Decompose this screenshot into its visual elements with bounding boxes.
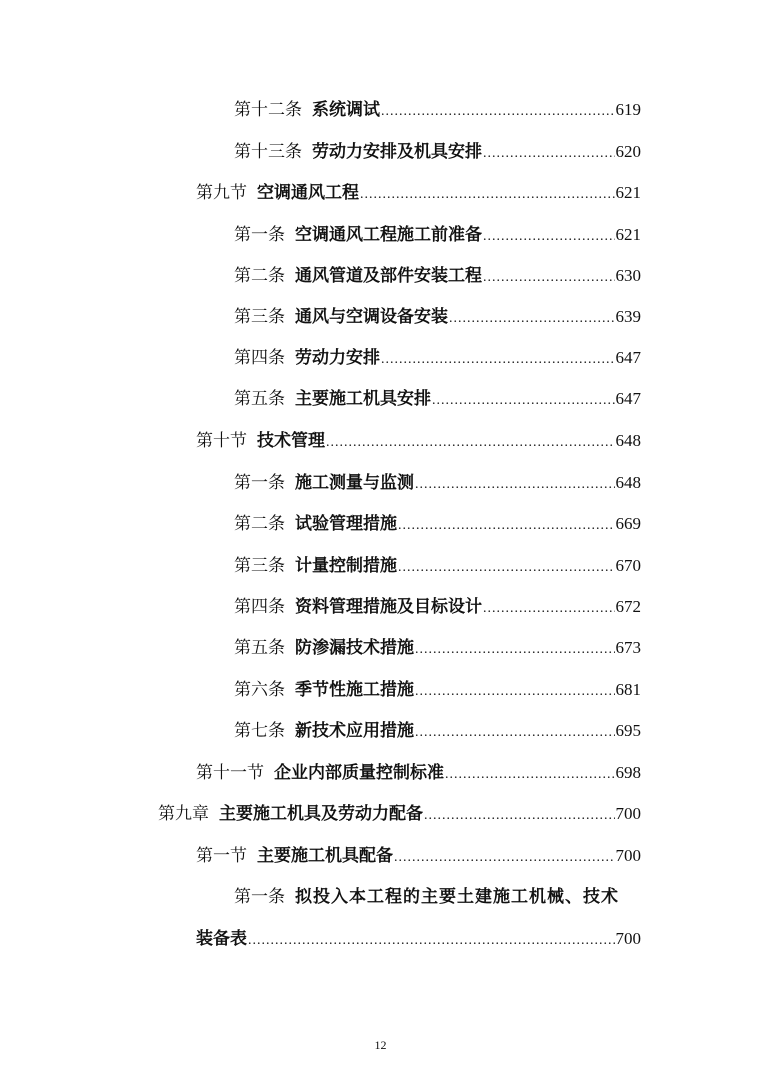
toc-entry-page: 700	[615, 929, 641, 948]
dot-leader	[415, 677, 615, 707]
toc-entry-page: 695	[615, 721, 641, 740]
toc-entry-page: 670	[615, 556, 641, 575]
dot-leader	[381, 345, 615, 375]
toc-entry-label: 第一条	[234, 225, 285, 245]
toc-entry[interactable]	[196, 758, 641, 788]
toc-entry-label: 第四条	[234, 348, 285, 368]
toc-entry-title: 新技术应用措施	[295, 721, 414, 741]
toc-entry-label: 第六条	[234, 680, 285, 700]
toc-entry-label: 第一条	[234, 887, 285, 907]
toc-entry[interactable]	[234, 716, 641, 746]
toc-entry[interactable]	[234, 675, 641, 705]
toc-entry-page: 672	[615, 597, 641, 616]
toc-entry-label: 第九章	[158, 804, 209, 824]
toc-entry-title: 主要施工机具及劳动力配备	[219, 804, 423, 824]
dot-leader	[424, 801, 615, 831]
dot-leader	[415, 470, 615, 500]
dot-leader	[483, 139, 615, 169]
toc-entry-label: 第二条	[234, 514, 285, 534]
toc-entry-label: 第十二条	[234, 100, 302, 120]
toc-entry-title: 防渗漏技术措施	[295, 638, 414, 658]
toc-entry-title: 空调通风工程	[257, 183, 359, 203]
toc-entry-title: 劳动力安排	[295, 348, 380, 368]
toc-entry-label: 第十一节	[196, 763, 264, 783]
toc-entry[interactable]	[234, 95, 641, 125]
toc-entry-label: 第一节	[196, 846, 247, 866]
toc-entry-title: 系统调试	[312, 100, 380, 120]
toc-entry[interactable]	[158, 799, 641, 829]
toc-entry-page: 620	[615, 142, 641, 161]
dot-leader	[248, 926, 615, 956]
dot-leader	[398, 511, 615, 541]
toc-entry-title: 计量控制措施	[295, 556, 397, 576]
dot-leader	[360, 180, 615, 210]
dot-leader	[483, 222, 615, 252]
dot-leader	[483, 594, 615, 624]
toc-entry-label: 第十三条	[234, 142, 302, 162]
toc-entry-title: 施工测量与监测	[295, 473, 414, 493]
toc-entry[interactable]	[196, 426, 641, 456]
toc-entry-label: 第三条	[234, 307, 285, 327]
toc-entry[interactable]	[196, 841, 641, 871]
toc-entry-label: 第二条	[234, 266, 285, 286]
dot-leader	[381, 97, 615, 127]
toc-entry[interactable]	[234, 551, 641, 581]
dot-leader	[415, 718, 615, 748]
dot-leader	[415, 635, 615, 665]
toc-entry-title: 企业内部质量控制标准	[274, 763, 444, 783]
toc-entry[interactable]	[234, 302, 641, 332]
toc-entry-page: 647	[615, 348, 641, 367]
toc-entry[interactable]	[234, 633, 641, 663]
toc-entry-title: 劳动力安排及机具安排	[312, 142, 482, 162]
toc-entry-label: 第四条	[234, 597, 285, 617]
page-number: 12	[374, 1038, 387, 1052]
dot-leader	[432, 386, 615, 416]
toc-entry-title: 通风管道及部件安装工程	[295, 266, 482, 286]
dot-leader	[483, 263, 615, 293]
toc-entry-title: 主要施工机具配备	[257, 846, 393, 866]
toc-entry-label: 第五条	[234, 389, 285, 409]
dot-leader	[445, 760, 615, 790]
toc-entry-title: 通风与空调设备安装	[295, 307, 448, 327]
toc-entry[interactable]	[234, 468, 641, 498]
toc-entry[interactable]	[234, 137, 641, 167]
toc-entry-continuation[interactable]	[196, 924, 641, 954]
toc-entry-title: 试验管理措施	[295, 514, 397, 534]
toc-entry-page: 669	[615, 514, 641, 533]
toc-entry-label: 第三条	[234, 556, 285, 576]
toc-entry-page: 681	[615, 680, 641, 699]
toc-entry-title: 主要施工机具安排	[295, 389, 431, 409]
toc-entry-page: 648	[615, 431, 641, 450]
toc-entry-page: 621	[615, 225, 641, 244]
toc-entry-label: 第七条	[234, 721, 285, 741]
toc-entry-title: 拟投入本工程的主要土建施工机械、技术	[295, 887, 619, 907]
dot-leader	[326, 428, 615, 458]
toc-entry-title: 资料管理措施及目标设计	[295, 597, 482, 617]
toc-entry-label: 第五条	[234, 638, 285, 658]
dot-leader	[449, 304, 615, 334]
toc-entry[interactable]	[234, 343, 641, 373]
toc-entry-label: 第十节	[196, 431, 247, 451]
toc-entry-page: 700	[615, 804, 641, 823]
toc-entry-title: 装备表	[196, 929, 247, 949]
toc-entry-page: 619	[615, 100, 641, 119]
toc-entry-label: 第九节	[196, 183, 247, 203]
toc-entry[interactable]	[234, 384, 641, 414]
dot-leader	[394, 843, 615, 873]
toc-entry-page: 698	[615, 763, 641, 782]
toc-entry-title: 季节性施工措施	[295, 680, 414, 700]
toc-entry-page: 648	[615, 473, 641, 492]
toc-entry-page: 639	[615, 307, 641, 326]
toc-entry-page: 647	[615, 389, 641, 408]
toc-entry-page: 673	[615, 638, 641, 657]
toc-entry-page: 700	[615, 846, 641, 865]
toc-entry-title: 技术管理	[257, 431, 325, 451]
toc-entry-title: 空调通风工程施工前准备	[295, 225, 482, 245]
toc-entry-label: 第一条	[234, 473, 285, 493]
toc-entry[interactable]	[196, 178, 641, 208]
toc-entry[interactable]	[234, 220, 641, 250]
toc-entry[interactable]	[234, 509, 641, 539]
toc-entry-page: 621	[615, 183, 641, 202]
toc-entry-page: 630	[615, 266, 641, 285]
toc-entry[interactable]	[234, 592, 641, 622]
toc-entry[interactable]	[234, 261, 641, 291]
toc-entry-wrapped[interactable]	[234, 882, 619, 912]
dot-leader	[398, 553, 615, 583]
